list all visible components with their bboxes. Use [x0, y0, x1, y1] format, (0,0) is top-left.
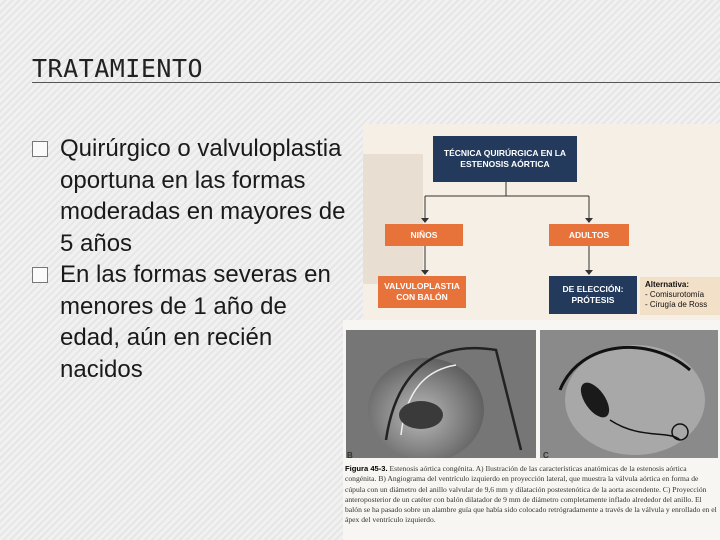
bullet-item — [32, 133, 352, 259]
bullet-square-icon — [32, 267, 48, 283]
flowchart-children-box: NIÑOS — [385, 224, 463, 246]
alternative-item: - Cirugía de Ross — [645, 300, 708, 309]
figure-caption — [345, 464, 717, 526]
flowchart-adults-box: ADULTOS — [549, 224, 629, 246]
flowchart-root-box: TÉCNICA QUIRÚRGICA EN LA ESTENOSIS AÓRTICA — [433, 136, 577, 182]
caption-label: Figura 45-3. — [345, 464, 388, 473]
bullet-text: Quirúrgico o valvuloplastia oportuna en las formas moderadas en mayores de 5 años — [60, 135, 346, 257]
angiogram-image-c — [540, 330, 718, 458]
slide-title: TRATAMIENTO — [32, 54, 204, 83]
alternative-item: - Comisurotomía — [645, 290, 705, 299]
bullet-item — [32, 259, 352, 385]
alternative-heading: Alternativa: — [645, 280, 690, 289]
bullet-text: En las formas severas en menores de 1 año de edad, aún en recién nacidos — [60, 261, 331, 383]
angiogram-image-b — [346, 330, 536, 458]
flowchart-prosthesis-box: DE ELECCIÓN: PRÓTESIS — [549, 276, 637, 314]
panel-label-b: B — [347, 451, 353, 460]
bullet-list — [32, 133, 352, 385]
bullet-square-icon — [32, 141, 48, 157]
flowchart-valvuloplasty-box: VALVULOPLASTIA CON BALÓN — [378, 276, 466, 308]
caption-text: Estenosis aórtica congénita. A) Ilustración de las características anatómicas de la estenosis aórtica congénita. B) Angiograma del ventrículo izquierdo en proyección lateral, que muestra la válvula aórtica en forma de cúpula con un diámetro del anillo valvular de 9,6 mm y dilatación postestenótica de la aorta ascendente. C) Proyección anteroposterior de un catéter con balón dilatador de 9 mm de diámetro completamente inflado alrededor del anillo. El balón se ha pasado sobre un alambre guía que había sido colocado retrógradamente a través de la válvula y enrollado en el ápex del ventrículo izquierdo. — [345, 464, 717, 525]
panel-label-c: C — [543, 451, 549, 460]
flowchart-alternative-box — [640, 277, 720, 315]
title-underline — [32, 82, 720, 83]
